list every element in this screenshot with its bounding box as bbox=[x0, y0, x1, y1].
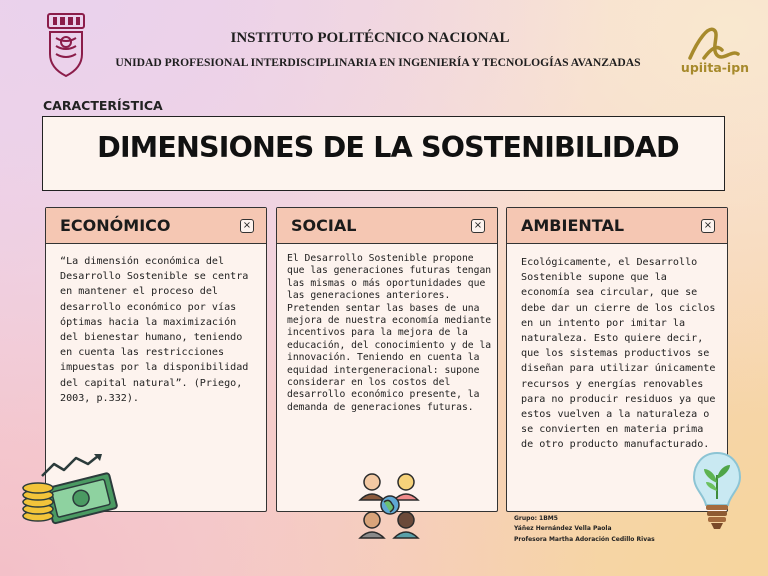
card-title: SOCIAL bbox=[291, 216, 357, 235]
credit-group: Grupo: 1BM5 bbox=[514, 515, 558, 522]
unit-name: UNIDAD PROFESIONAL INTERDISCIPLINARIA EN INGENIERÍA Y TECNOLOGÍAS AVANZADAS bbox=[115, 56, 641, 69]
card-social bbox=[276, 207, 498, 512]
credits bbox=[514, 514, 655, 545]
credit-author: Yáñez Hernández Vella Paola bbox=[514, 525, 612, 533]
card-body: El Desarrollo Sostenible propone que las generaciones futuras tengan las mismas o más oportunidades que las generaciones anteriores. Pretenden sentar las bases de una mejora de nuestra economía mediante incentivos para la mejora de la educación, del conocimiento y de la innovación. Teniendo en cuenta la equidad intergeneracional: supone considerar en los costos del desarrollo económico presente, la demanda de generaciones futuras. bbox=[287, 253, 492, 413]
page-title: DIMENSIONES DE LA SOSTENIBILIDAD bbox=[97, 131, 679, 164]
close-icon[interactable]: × bbox=[240, 219, 254, 233]
upiita-logo-text: upiita-ipn bbox=[680, 60, 750, 75]
close-icon[interactable]: × bbox=[701, 219, 715, 233]
card-title: ECONÓMICO bbox=[60, 216, 171, 235]
close-icon[interactable]: × bbox=[471, 219, 485, 233]
money-growth-icon bbox=[18, 450, 118, 528]
people-globe-icon bbox=[356, 470, 424, 540]
ipn-logo-icon bbox=[44, 10, 88, 80]
card-header bbox=[46, 208, 266, 244]
credit-teacher: Profesora Martha Adoración Cedillo Rivas bbox=[514, 535, 655, 543]
card-title: AMBIENTAL bbox=[521, 216, 625, 235]
plant-lightbulb-icon bbox=[690, 449, 744, 533]
section-kicker: CARACTERÍSTICA bbox=[43, 98, 163, 113]
institution-name: INSTITUTO POLITÉCNICO NACIONAL bbox=[230, 30, 510, 46]
card-header bbox=[507, 208, 727, 244]
card-header bbox=[277, 208, 497, 244]
card-body: “La dimensión económica del Desarrollo Sostenible se centra en mantener el proceso del desarrollo económico por vías óptimas hacia la maximización del bienestar humano, teniendo en cuenta las restricciones impuestas por la disponibilidad del capital natural”. (Priego, 2003, p.332). bbox=[60, 256, 249, 404]
card-body: Ecológicamente, el Desarrollo Sostenible supone que la economía sea circular, que se debe dar un cierre de los ciclos en un intento por imitar la naturaleza. Esto quiere decir, que los sistemas productivos se diseñan para utilizar únicamente recursos y energías renovables para no producir residuos ya que estos vuelven a la naturaleza o se convierten en materia prima de otro producto manufacturado. bbox=[521, 257, 716, 451]
